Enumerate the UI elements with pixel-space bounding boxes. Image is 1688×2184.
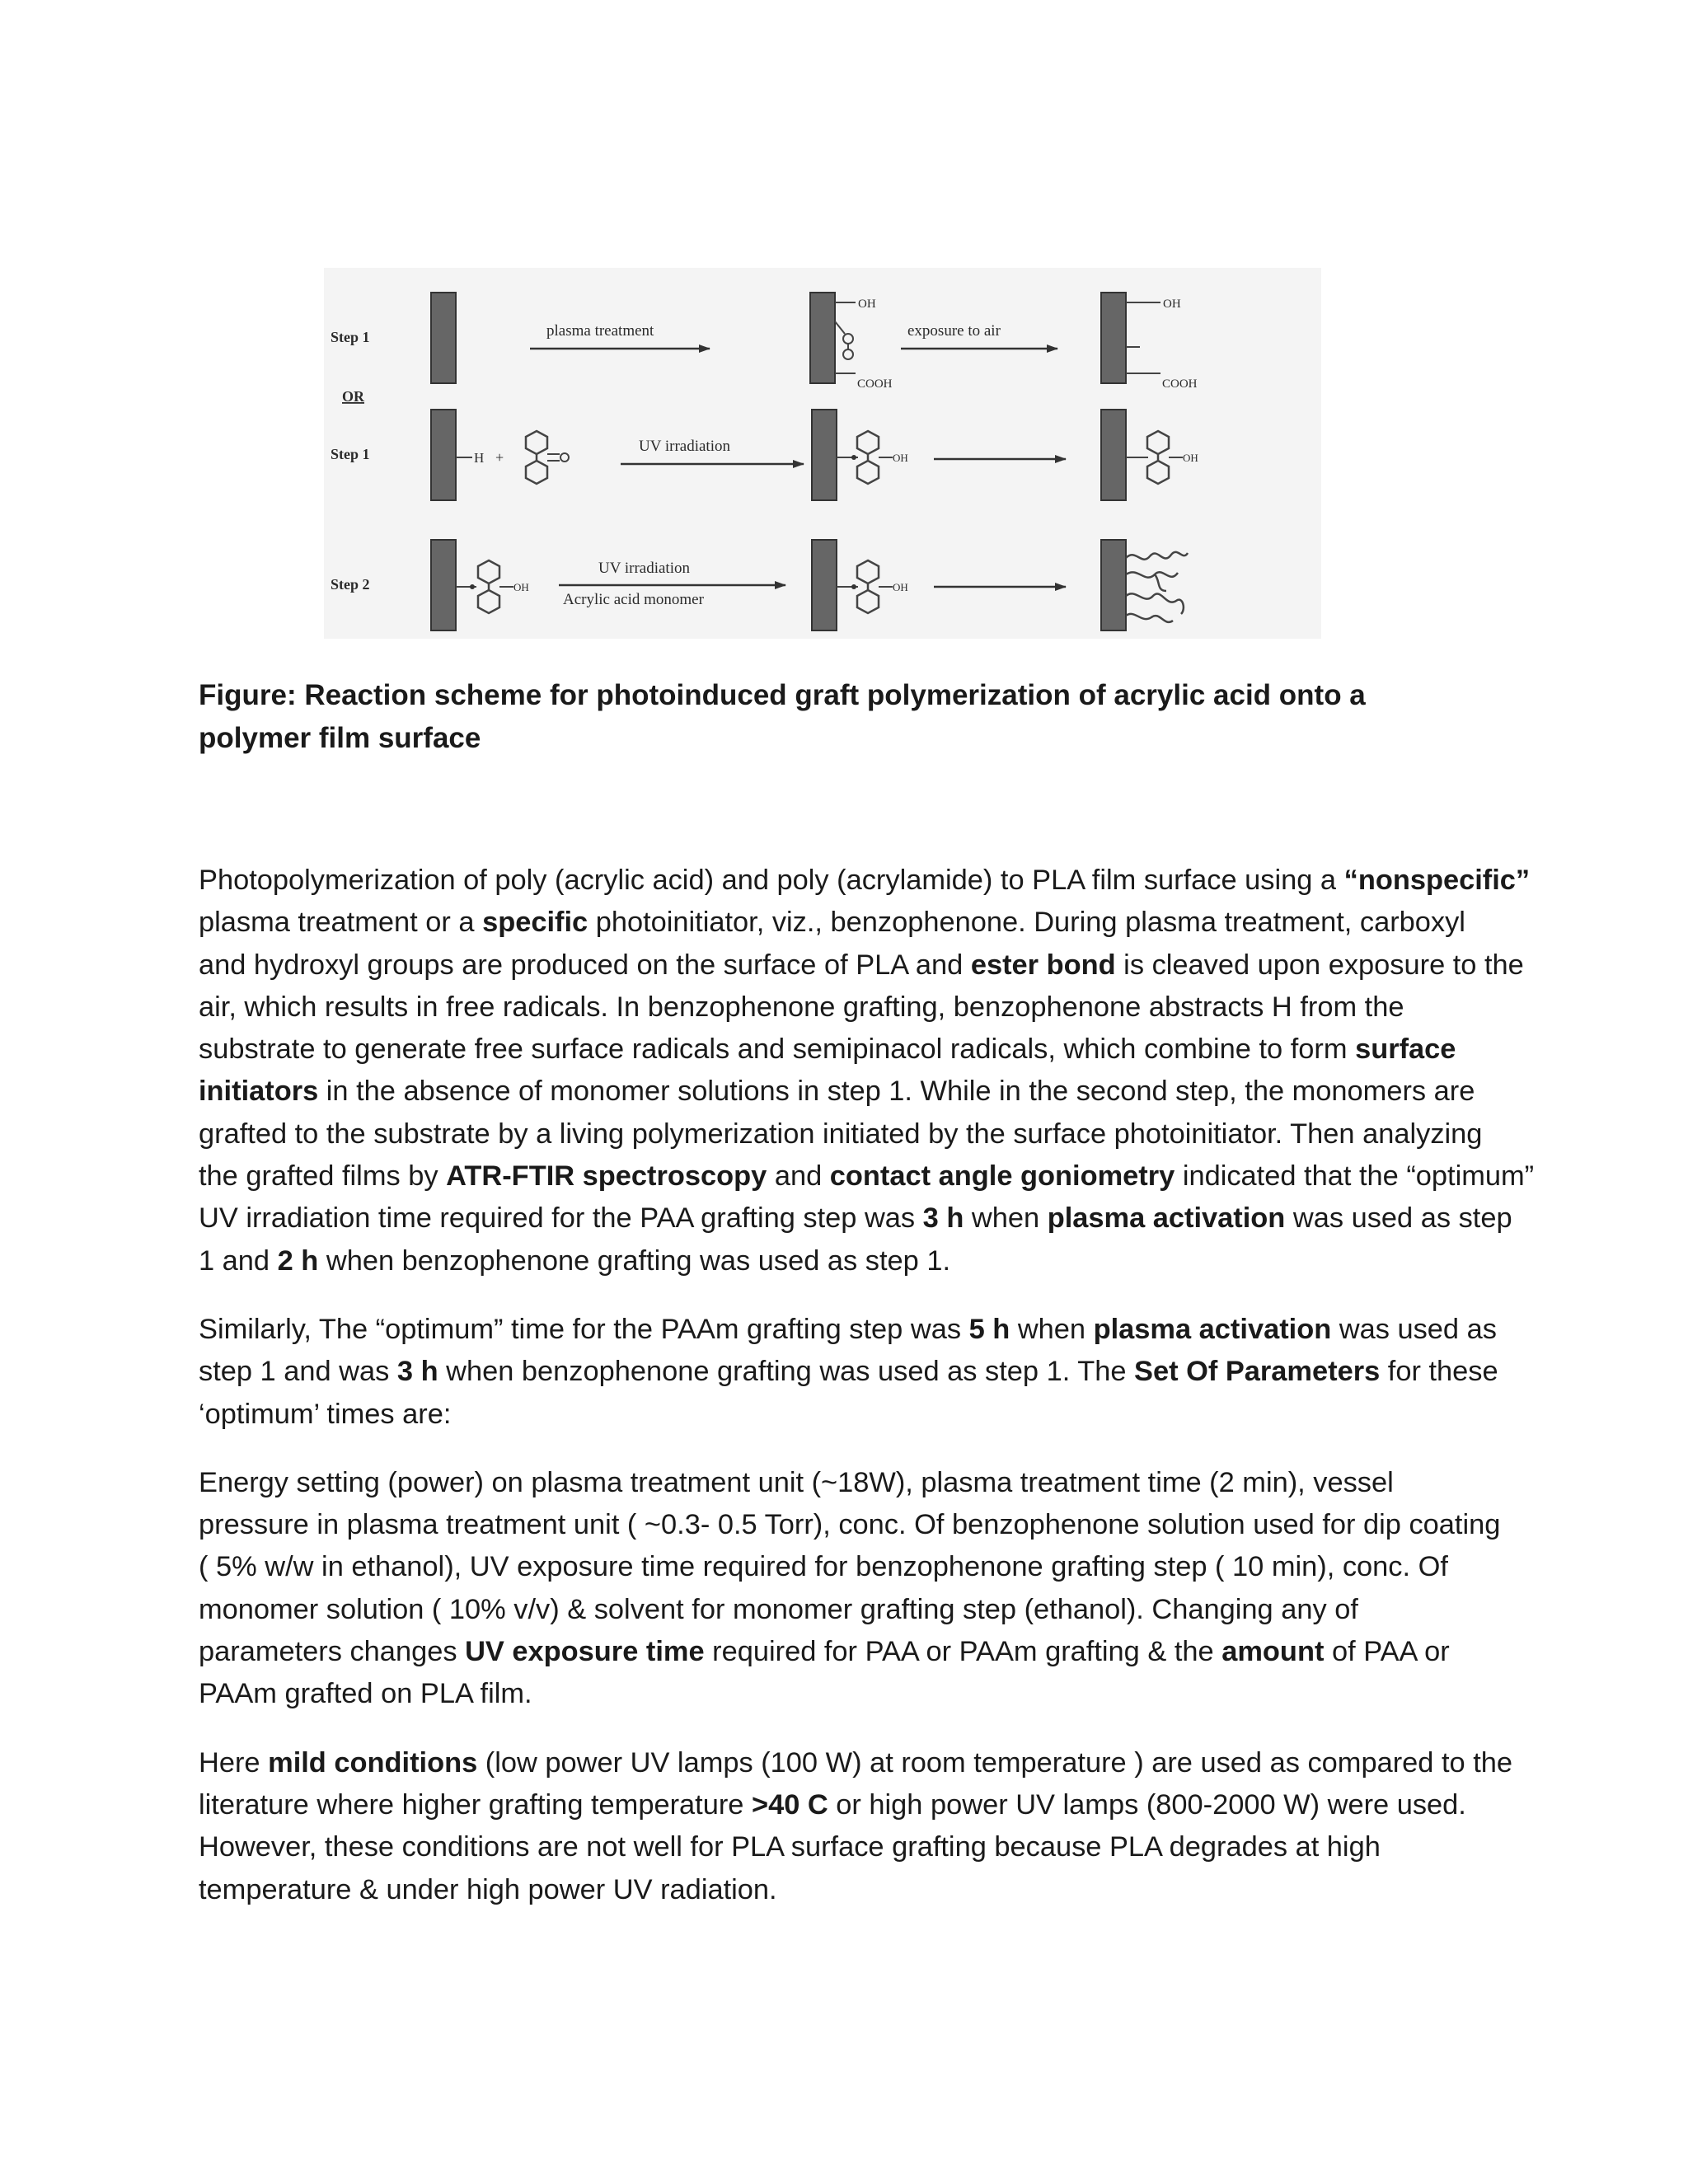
text-run: or high power UV lamps (800-2000 W) were used. <box>828 1788 1466 1821</box>
text-run: when benzophenone grafting was used as step 1. The <box>438 1356 1135 1388</box>
text-run: temperature & under high power UV radiation. <box>199 1873 777 1905</box>
text-line <box>199 1504 1501 1546</box>
bold-term: 5 h <box>968 1313 1010 1345</box>
row1-oh-label-2: OH <box>1163 298 1181 311</box>
row2-film-1 <box>431 410 456 500</box>
grafted-chain-4 <box>1126 614 1173 622</box>
text-line <box>199 1589 1497 1631</box>
text-run: for these <box>1380 1356 1498 1388</box>
row3-arrow-label-bottom: Acrylic acid monomer <box>563 591 704 608</box>
text-run: step 1 and was <box>199 1356 397 1388</box>
text-run: pressure in plasma treatment unit ( ~0.3- 0.5 Torr), conc. Of benzophenone solution used for dip coating <box>199 1509 1501 1541</box>
text-run: when <box>964 1202 1048 1235</box>
text-run: the grafted films by <box>199 1160 447 1193</box>
text-run: UV irradiation time required for the PAA grafting step was <box>199 1202 923 1235</box>
text-run: monomer solution ( 10% v/v) & solvent for monomer grafting step (ethanol). Changing any of <box>199 1593 1358 1625</box>
text-run: Energy setting (power) on plasma treatment unit (~18W), plasma treatment time (2 min), vessel <box>199 1466 1394 1498</box>
text-line <box>199 1394 1497 1436</box>
bold-term: ester bond <box>970 949 1116 981</box>
text-line <box>199 1197 1512 1240</box>
row1-film-2 <box>810 293 835 383</box>
text-run: and hydroxyl groups are produced on the surface of PLA and <box>199 949 971 981</box>
bold-term: 3 h <box>922 1202 964 1235</box>
text-run: required for PAA or PAAm grafting & the <box>704 1636 1222 1668</box>
row1-cooh-label: COOH <box>857 377 893 391</box>
reaction-scheme-diagram <box>324 268 1321 639</box>
text-run: Photopolymerization of poly (acrylic acid) and poly (acrylamide) to PLA film surface using a <box>199 865 1344 896</box>
text-run: in the absence of monomer solutions in step 1. While in the second step, the monomers are <box>318 1076 1475 1108</box>
text-run: and <box>767 1160 830 1193</box>
row1-step-label: Step 1 <box>331 329 370 345</box>
row3-film-2 <box>812 540 837 630</box>
bold-term: “nonspecific” <box>1343 865 1531 896</box>
bold-term: >40 C <box>751 1788 828 1821</box>
text-line <box>199 1869 1497 1911</box>
or-label: OR <box>342 388 364 405</box>
row2-arrow1-label: UV irradiation <box>639 438 730 455</box>
text-run: parameters changes <box>199 1636 466 1668</box>
row1-oh-label: OH <box>858 298 876 311</box>
grafted-chain-2 <box>1126 572 1178 591</box>
row3-arrow-label-top: UV irradiation <box>598 560 690 577</box>
body-text <box>199 860 1535 1938</box>
row3-oh-label-2: OH <box>893 581 908 593</box>
bold-term: ATR-FTIR spectroscopy <box>446 1160 767 1193</box>
bold-term: specific <box>482 907 588 939</box>
paragraph <box>199 1462 1501 1716</box>
grafted-chain-1 <box>1126 552 1188 560</box>
text-line <box>199 944 1524 987</box>
grafted-chain-3 <box>1126 593 1184 614</box>
text-line <box>199 1029 1497 1071</box>
text-run: Similarly, The “optimum” time for the PAAm grafting step was <box>199 1313 969 1345</box>
row3-film-3 <box>1101 540 1126 630</box>
text-run: is cleaved upon exposure to the <box>1115 949 1524 981</box>
text-line <box>199 1309 1497 1351</box>
text-line <box>199 1240 1497 1282</box>
text-run: 1 and <box>199 1244 278 1277</box>
text-line <box>199 1742 1512 1784</box>
text-run: was used as <box>1331 1313 1497 1345</box>
reaction-scheme-figure <box>324 268 1321 639</box>
row2-oh-label: OH <box>893 452 908 464</box>
text-run: indicated that the “optimum” <box>1175 1160 1535 1193</box>
text-line <box>199 1351 1497 1393</box>
bold-term: contact angle goniometry <box>829 1160 1175 1193</box>
text-line <box>199 1113 1497 1155</box>
text-run: when benzophenone grafting was used as step 1. <box>318 1244 951 1277</box>
text-run: of PAA or <box>1324 1636 1450 1668</box>
text-line <box>199 987 1497 1029</box>
paragraph <box>199 1309 1497 1436</box>
figure-caption: Figure: Reaction scheme for photoinduced graft polymerization of acrylic acid onto a polymer film surface <box>199 679 1366 754</box>
text-run: However, these conditions are not well for PLA surface grafting because PLA degrades at high <box>199 1831 1381 1863</box>
text-run: plasma treatment or a <box>199 907 483 939</box>
text-line <box>199 1826 1497 1868</box>
row2-step-label: Step 1 <box>331 446 370 462</box>
row2-h-label: H <box>474 450 485 466</box>
row1-arrow1-label: plasma treatment <box>546 322 654 340</box>
row2-film-3 <box>1101 410 1126 500</box>
text-run: substrate to generate free surface radicals and semipinacol radicals, which combine to form <box>199 1033 1356 1066</box>
row1-arrow2-label: exposure to air <box>907 322 1001 340</box>
text-line <box>199 1784 1497 1826</box>
text-run: grafted to the substrate by a living polymerization initiated by the surface photoinitiator. Then analyzing <box>199 1118 1483 1150</box>
text-line <box>199 1631 1497 1673</box>
bold-term: UV exposure time <box>465 1636 705 1668</box>
row2-film-2 <box>812 410 837 500</box>
bold-term: mild conditions <box>268 1746 478 1779</box>
bold-term: initiators <box>199 1076 319 1108</box>
text-run: PAAm grafted on PLA film. <box>199 1678 532 1710</box>
text-run: ‘optimum’ times are: <box>199 1398 452 1430</box>
text-line <box>199 1155 1535 1197</box>
bold-term: plasma activation <box>1093 1313 1332 1345</box>
row1-cooh-label-2: COOH <box>1162 377 1198 391</box>
text-line <box>199 1673 1497 1715</box>
row2-oh-label-2: OH <box>1183 452 1198 464</box>
text-line <box>199 902 1497 944</box>
row1-film-3 <box>1101 293 1126 383</box>
bold-term: 3 h <box>396 1356 438 1388</box>
text-line <box>199 1071 1497 1113</box>
paragraph <box>199 1742 1512 1911</box>
row2-plus: + <box>495 449 504 466</box>
text-run: literature where higher grafting temperature <box>199 1788 752 1821</box>
text-line <box>199 1462 1497 1504</box>
text-run: air, which results in free radicals. In benzophenone grafting, benzophenone abstracts H from the <box>199 991 1404 1023</box>
bold-term: Set Of Parameters <box>1134 1356 1381 1388</box>
row1-film-1 <box>431 293 456 383</box>
text-run: (low power UV lamps (100 W) at room temperature ) are used as compared to the <box>477 1746 1512 1779</box>
text-run: ( 5% w/w in ethanol), UV exposure time required for benzophenone grafting step ( 10 min), conc. Of <box>199 1551 1448 1583</box>
text-run: Here <box>199 1746 269 1779</box>
bold-term: 2 h <box>277 1244 319 1277</box>
text-line <box>199 860 1531 902</box>
row3-step-label: Step 2 <box>331 576 370 593</box>
text-run: photoinitiator, viz., benzophenone. During plasma treatment, carboxyl <box>588 907 1465 939</box>
text-line <box>199 1546 1497 1588</box>
text-run: when <box>1010 1313 1094 1345</box>
paragraph <box>199 860 1535 1282</box>
bold-term: amount <box>1221 1636 1325 1668</box>
text-run: was used as step <box>1285 1202 1512 1235</box>
row3-oh-label: OH <box>513 581 529 593</box>
row3-film-1 <box>431 540 456 630</box>
bold-term: surface <box>1355 1033 1456 1066</box>
bold-term: plasma activation <box>1047 1202 1286 1235</box>
